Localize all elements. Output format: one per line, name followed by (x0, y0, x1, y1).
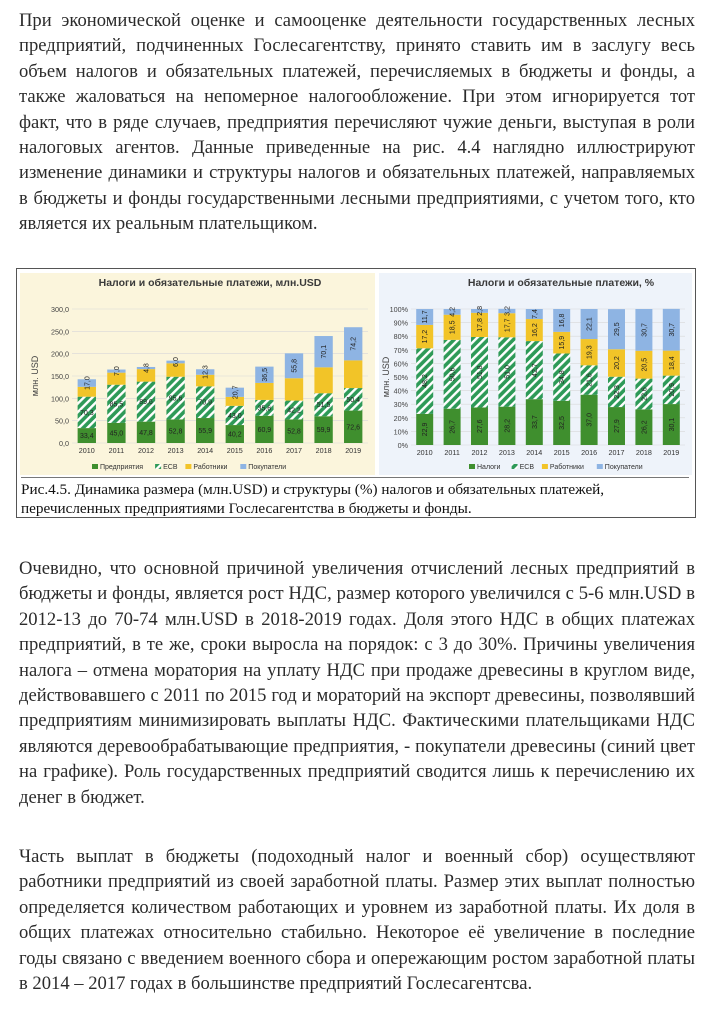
x-tick-label: 2010 (78, 446, 95, 455)
data-label: 21,6 (586, 373, 594, 387)
data-label: 40,2 (227, 431, 242, 439)
data-label: 3,2 (504, 306, 512, 316)
bar-Работники (314, 367, 332, 393)
data-label: 17,0 (84, 376, 92, 390)
y-tick-label: 150,0 (51, 372, 69, 381)
data-label: 22,6 (641, 387, 649, 401)
data-label: 22,9 (422, 422, 430, 437)
legend-swatch-ЕСВ (512, 464, 518, 469)
data-label: 50,6 (449, 367, 457, 382)
data-label: 70,9 (198, 399, 213, 407)
data-label: 59,9 (316, 427, 331, 435)
x-tick-label: 2012 (138, 446, 154, 455)
y-tick-label: 60% (393, 359, 408, 369)
paragraph-workers: Часть выплат в бюджеты (подоходный налог и военный сбор) осуществляют работники предприятий из своей заработной платы. Размер этих выплат полностью определяется количеством работающих и уровнем из заработной платы. Их доля в общих платежах относительно стабильно. Некоторое её увеличение в последние годы связано с введением военного сбора и опережающим ростом заработной платы в 2014 – 2017 годах в большинстве предприятий Гослесагентсва. (19, 846, 695, 995)
data-label: 22,3 (614, 385, 621, 399)
x-tick-label: 2019 (663, 448, 680, 457)
data-label: 50,4 (346, 396, 361, 404)
y-tick-label: 50% (393, 373, 408, 382)
chart-percent-panel (379, 273, 692, 475)
data-label: 89,6 (139, 399, 153, 407)
chart-title: Налоги и обязательные платежи, % (467, 277, 655, 289)
y-tick-label: 50,0 (55, 416, 69, 426)
data-label: 45,0 (109, 430, 124, 438)
y-axis-label: млн. USD (381, 356, 391, 398)
data-label: 48,2 (422, 374, 430, 388)
x-tick-label: 2016 (256, 446, 273, 455)
data-label: 42,2 (287, 407, 301, 415)
x-tick-label: 2016 (581, 448, 598, 457)
data-label: 32,5 (559, 416, 567, 430)
figure-caption: Рис.4.5. Динамика размера (млн.USD) и структуры (%) налогов и обязательных платежей, перечисленных предприятиями Гослесагентства в бюджеты и фонды. (21, 477, 689, 518)
data-label: 37,0 (586, 413, 594, 427)
paragraph-vat: Очевидно, что основной причиной увеличения отчислений лесных предприятий в бюджеты и фонды, является рост НДС, размер которого увеличился с 5-6 млн.USD в 2012-13 до 70-74 млн.USD в 2018-2019 годах. Доля этого НДС в общих платежах предприятий, в те же, сроки выросла на порядок: с 3 до 30%. Причины увеличения налога – отмена моратория на уплату НДС при продаже древесины в круглом виде, действовавшего с 2011 по 2015 год и мораторий на экспорт древесины, позволявший предприятиям минимизировать выплаты НДС. Фактическими плательщиками НДС являются деревообрабатывающие предприятия, - покупатели древесины (синий цвет на графике). Роль государственных предприятий сводится лишь к перечислению их денег в бюджет. (19, 558, 695, 808)
chart-absolute-panel (20, 273, 375, 475)
y-tick-label: 300,0 (51, 305, 69, 314)
y-tick-label: 40% (393, 386, 408, 396)
legend-swatch-Налоги (469, 464, 475, 469)
x-tick-label: 2013 (167, 446, 184, 455)
data-label: 18,4 (668, 356, 676, 370)
data-label: 85,5 (109, 401, 124, 409)
y-tick-label: 10% (393, 427, 408, 437)
data-label: 20,9 (668, 383, 676, 397)
data-label: 52,8 (168, 428, 183, 436)
data-label: 51,8 (477, 365, 484, 380)
data-label: 20,5 (641, 357, 649, 372)
data-label: 20,2 (614, 356, 621, 370)
x-tick-label: 2014 (526, 448, 543, 457)
legend-item: Покупатели (604, 464, 643, 471)
data-label: 33,7 (531, 415, 539, 429)
data-label: 55,8 (291, 358, 299, 373)
x-tick-label: 2018 (635, 448, 652, 457)
data-label: 30,7 (641, 323, 649, 337)
x-tick-label: 2013 (498, 448, 515, 457)
y-tick-label: 70% (393, 345, 408, 355)
legend-swatch-Работники (185, 464, 191, 469)
data-label: 6,0 (173, 357, 181, 367)
x-tick-label: 2015 (226, 446, 243, 455)
chart-percent (379, 273, 692, 475)
bar-Работники (255, 383, 273, 400)
data-label: 34,8 (559, 370, 567, 384)
data-label: 55,9 (198, 428, 213, 436)
paragraph-intro: При экономической оценке и самооценке деятельности государственных лесных предприятий, подчиненных Гослесагентству, принято ставить им в заслугу весь объем налогов и обязательных платежей, перечисляемых в бюджеты и фонды, а также жаловаться на непомерное налогообложение. При этом игнорируется тот факт, что в ряде случаев, предприятия перечисляют чужие деньги, выступая в роли налоговых агентов. Данные приведенные на рис. 4.4 наглядно иллюстрируют изменение динамики и структуры налогов и обязательных платежей, направляемых в бюджеты и фонды государственными лесными предприятиями, с учетом того, кто является их реальным плательщиком. (19, 10, 695, 235)
bar-Работники (344, 360, 362, 388)
bar-Работники (285, 378, 303, 400)
data-label: 33,4 (79, 433, 94, 441)
data-label: 26,7 (449, 420, 457, 434)
x-tick-label: 2017 (608, 448, 625, 457)
legend-item: Работники (193, 464, 228, 471)
legend-swatch-Покупатели (597, 464, 603, 469)
legend-swatch-Покупатели (240, 464, 246, 469)
data-label: 16,8 (559, 313, 567, 328)
data-label: 60,9 (257, 426, 272, 434)
x-tick-label: 2017 (286, 446, 302, 455)
x-tick-label: 2011 (444, 448, 460, 457)
y-tick-label: 100% (389, 305, 408, 314)
data-label: 12,3 (202, 365, 210, 379)
data-label: 4,2 (449, 306, 457, 317)
data-label: 22,1 (586, 317, 594, 331)
y-tick-label: 20% (393, 413, 408, 423)
legend-item: ЕСВ (163, 464, 178, 471)
data-label: 47,8 (139, 429, 153, 437)
data-label: 70,3 (79, 409, 94, 417)
data-label: 2,8 (477, 306, 484, 316)
y-tick-label: 200,0 (51, 349, 69, 359)
y-tick-label: 250,0 (51, 327, 69, 337)
data-label: 27,6 (477, 419, 484, 434)
chart-absolute (20, 273, 375, 475)
data-label: 15,9 (559, 335, 567, 350)
y-axis-label: млн. USD (30, 355, 40, 397)
data-label: 7,0 (113, 366, 121, 376)
data-label: 30,7 (668, 322, 676, 337)
data-label: 95,6 (168, 395, 183, 403)
data-label: 43,0 (227, 412, 242, 420)
data-label: 19,3 (586, 345, 594, 359)
x-tick-label: 2014 (197, 446, 214, 455)
data-label: 27,9 (614, 419, 621, 433)
chart-title: Налоги и обязательные платежи, млн.USD (98, 277, 322, 289)
x-tick-label: 2011 (108, 446, 125, 455)
data-label: 51,0 (504, 365, 512, 379)
y-tick-label: 0% (397, 441, 408, 450)
legend-swatch-ЕСВ (155, 464, 161, 469)
y-tick-label: 90% (393, 318, 408, 328)
data-label: 17,8 (477, 318, 484, 332)
y-tick-label: 100,0 (51, 394, 69, 404)
legend-item: Работники (549, 464, 584, 471)
x-tick-label: 2012 (471, 448, 488, 457)
legend-item: Налоги (477, 464, 501, 471)
data-label: 52,8 (287, 428, 301, 436)
data-label: 7,4 (531, 309, 539, 319)
data-label: 29,5 (614, 322, 621, 337)
data-label: 74,2 (350, 336, 358, 351)
data-label: 51,5 (316, 402, 331, 410)
data-label: 11,7 (422, 310, 430, 324)
legend-item: Покупатели (248, 464, 287, 471)
y-tick-label: 30% (393, 400, 408, 410)
data-label: 17,2 (422, 329, 430, 344)
data-label: 20,7 (232, 385, 240, 400)
data-label: 26,2 (641, 420, 649, 434)
x-tick-label: 2015 (553, 448, 570, 457)
data-label: 30,1 (668, 417, 676, 432)
figure (16, 268, 696, 518)
data-label: 18,5 (449, 320, 457, 335)
data-label: 4,8 (143, 363, 151, 373)
x-tick-label: 2010 (416, 448, 433, 457)
legend-item: Предприятия (100, 464, 144, 471)
data-label: 17,7 (504, 318, 512, 333)
y-tick-label: 80% (393, 332, 408, 342)
data-label: 70,1 (321, 344, 329, 359)
data-label: 36,5 (261, 367, 269, 382)
data-label: 35,6 (257, 405, 272, 413)
legend-swatch-Предприятия (92, 464, 98, 469)
legend-swatch-Работники (542, 464, 548, 469)
data-label: 28,2 (504, 419, 512, 433)
legend-item: ЕСВ (519, 464, 535, 471)
x-tick-label: 2018 (315, 446, 332, 455)
data-label: 72,6 (346, 424, 361, 432)
data-label: 42,7 (531, 363, 539, 377)
x-tick-label: 2019 (345, 446, 362, 455)
data-label: 16,2 (531, 323, 539, 337)
y-tick-label: 0,0 (59, 439, 69, 448)
